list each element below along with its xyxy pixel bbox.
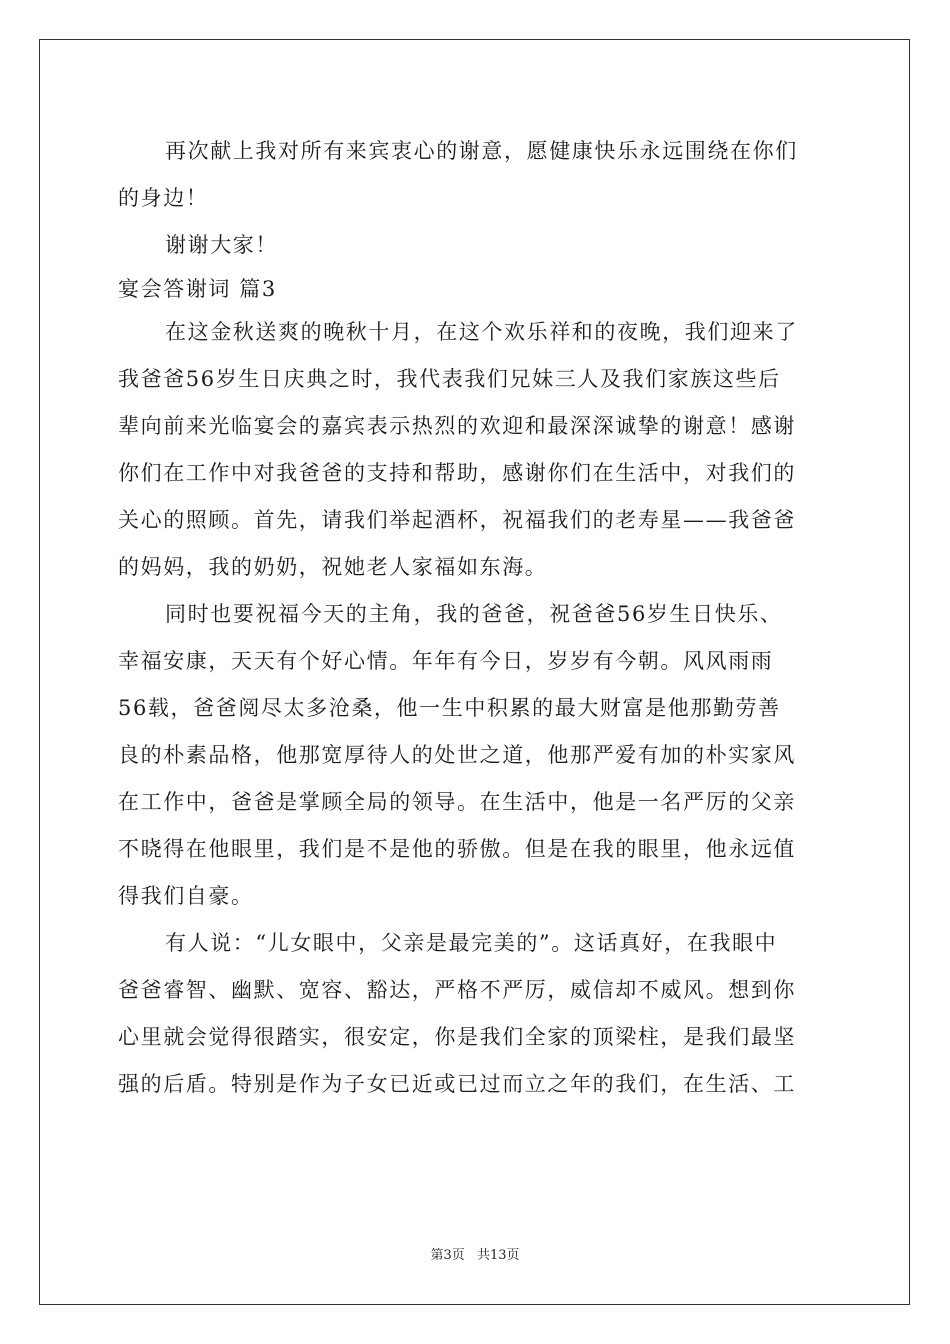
text-line: 再次献上我对所有来宾衷心的谢意，愿健康快乐永远围绕在你们 [165,139,798,163]
text-line: 得我们自豪。 [118,884,254,908]
page-total: 共13页 [476,1248,520,1263]
text-line: 心里就会觉得很踏实，很安定，你是我们全家的顶梁柱，是我们最坚 [118,1025,796,1049]
text-line: 56载，爸爸阅尽太多沧桑，他一生中积累的最大财富是他那勤劳善 [118,696,781,720]
text-line: 谢谢大家！ [165,233,278,257]
text-line: 我爸爸56岁生日庆典之时，我代表我们兄妹三人及我们家族这些后 [118,367,781,391]
text-line: 幸福安康，天天有个好心情。年年有今日，岁岁有今朝。风风雨雨 [118,649,774,673]
page-footer [0,1244,950,1263]
text-line: 不晓得在他眼里，我们是不是他的骄傲。但是在我的眼里，他永远值 [118,837,796,861]
text-line: 你们在工作中对我爸爸的支持和帮助，感谢你们在生活中，对我们的 [118,461,796,485]
page-number: 第3页 [430,1248,465,1263]
text-line: 的妈妈，我的奶奶，祝她老人家福如东海。 [118,555,548,579]
text-line: 有人说：“儿女眼中，父亲是最完美的”。这话真好，在我眼中 [165,931,778,955]
text-line: 强的后盾。特别是作为子女已近或已过而立之年的我们，在生活、工 [118,1072,796,1096]
text-line: 良的朴素品格，他那宽厚待人的处世之道，他那严爱有加的朴实家风 [118,743,796,767]
text-line: 关心的照顾。首先，请我们举起酒杯，祝福我们的老寿星——我爸爸 [118,508,796,532]
text-line: 在工作中，爸爸是掌顾全局的领导。在生活中，他是一名严厉的父亲 [118,790,796,814]
text-line: 爸爸睿智、幽默、宽容、豁达，严格不严厉，威信却不威风。想到你 [118,978,796,1002]
section-heading: 宴会答谢词 篇3 [118,277,277,301]
text-line: 辈向前来光临宴会的嘉宾表示热烈的欢迎和最深深诚挚的谢意！感谢 [118,414,796,438]
text-line: 在这金秋送爽的晚秋十月，在这个欢乐祥和的夜晚，我们迎来了 [165,320,798,344]
document-body [118,128,834,1108]
text-line: 同时也要祝福今天的主角，我的爸爸，祝爸爸56岁生日快乐、 [165,602,783,626]
text-line: 的身边！ [118,186,209,210]
